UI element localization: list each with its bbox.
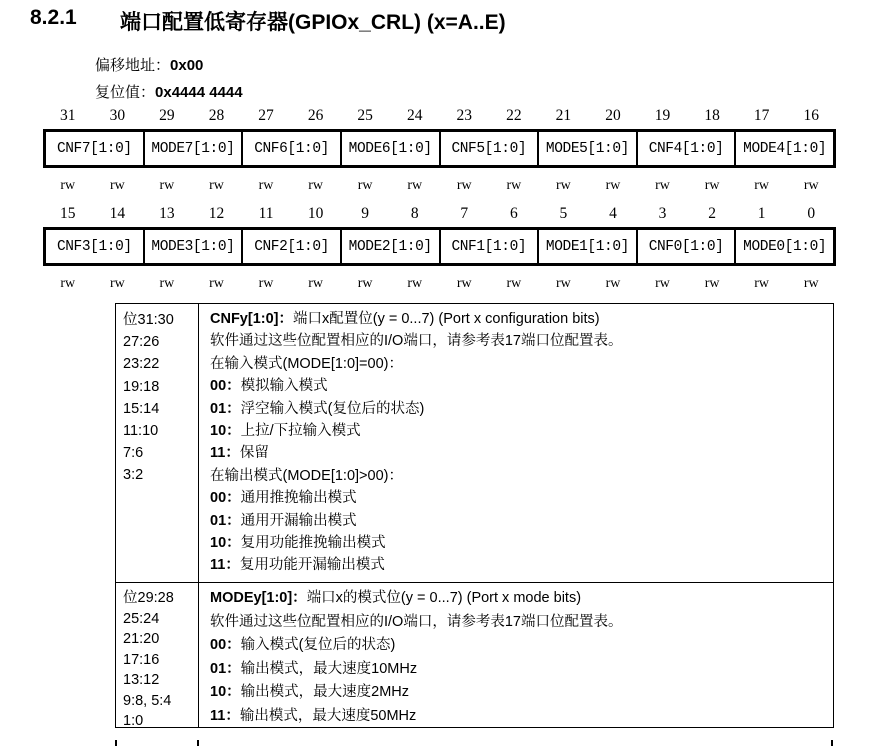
access-type: rw	[456, 178, 472, 193]
bit-range: 13:12	[123, 672, 160, 688]
bit-description-table	[115, 303, 834, 728]
bit-numbers-row	[43, 107, 836, 126]
description-line	[210, 420, 825, 442]
next-row-border-stub	[197, 740, 199, 746]
bit-number: 3	[658, 205, 667, 222]
bit-value: 00：	[210, 378, 241, 395]
description-line	[210, 465, 825, 487]
bit-range: 位31:30	[123, 312, 174, 328]
bit-number: 14	[109, 205, 126, 222]
description-text: 复用功能推挽输出模式	[240, 535, 386, 552]
description-text: 在输出模式(MODE[1:0]>00)：	[210, 467, 403, 484]
bit-value: 10：	[210, 535, 241, 552]
bit-number: 0	[807, 205, 816, 222]
description-text: 输入模式(复位后的状态)	[240, 637, 396, 653]
access-row	[43, 276, 836, 292]
bit-field-cell: MODE0[1:0]	[743, 238, 827, 255]
description-line	[210, 353, 825, 375]
bit-range: 7:6	[123, 445, 144, 462]
description-line	[210, 658, 825, 682]
access-type: rw	[308, 178, 323, 193]
access-type: rw	[803, 276, 819, 291]
bit-value: 00：	[210, 490, 241, 507]
access-type: rw	[655, 276, 670, 291]
access-type: rw	[605, 276, 621, 291]
bit-range: 17:16	[123, 651, 160, 668]
bit-number: 7	[460, 205, 469, 222]
bit-field-cell: CNF2[1:0]	[243, 230, 342, 263]
offset-address-label: 偏移地址：	[95, 57, 171, 74]
description-text: 模拟输入模式	[240, 378, 328, 395]
field-title-line	[210, 587, 825, 611]
description-text: 复用功能开漏输出模式	[239, 557, 385, 574]
offset-address-value: 0x00	[170, 57, 204, 74]
access-type: rw	[506, 276, 522, 291]
reset-value-line	[95, 81, 243, 102]
access-type: rw	[407, 276, 423, 291]
bit-number: 30	[109, 107, 126, 124]
bit-field-cell: CNF1[1:0]	[441, 230, 540, 263]
bit-range-cell	[116, 304, 199, 582]
access-type: rw	[506, 178, 522, 193]
register-diagram-bits-15-0	[43, 205, 836, 292]
access-type: rw	[357, 276, 373, 291]
description-line	[210, 510, 825, 532]
reset-value-label: 复位值：	[95, 84, 156, 101]
bit-value: 01：	[210, 512, 241, 529]
description-line	[210, 554, 825, 576]
bit-value: 10：	[210, 423, 241, 440]
access-type: rw	[60, 276, 76, 291]
bit-number: 4	[609, 205, 617, 222]
bit-range: 27:26	[123, 334, 160, 351]
bit-number: 17	[753, 107, 770, 124]
bit-field-cell: MODE7[1:0]	[145, 132, 244, 165]
access-type: rw	[258, 276, 274, 291]
description-text: 通用开漏输出模式	[240, 512, 357, 529]
description-line	[210, 532, 825, 554]
field-description-cell	[199, 304, 833, 582]
bit-value: 11：	[210, 445, 240, 462]
description-text: 输出模式，最大速度10MHz	[240, 660, 418, 677]
access-type: rw	[357, 178, 373, 193]
bit-number: 27	[258, 107, 274, 124]
description-text: 通用推挽输出模式	[240, 490, 357, 507]
description-line	[210, 634, 825, 658]
access-type: rw	[209, 178, 224, 193]
bit-field-cell: MODE3[1:0]	[145, 230, 244, 263]
reset-value: 0x4444 4444	[155, 84, 243, 101]
bit-number: 25	[357, 107, 373, 124]
description-line	[210, 375, 825, 397]
description-line	[210, 442, 825, 464]
bit-number: 21	[555, 107, 572, 124]
offset-address-line	[95, 54, 203, 75]
bit-number: 15	[60, 205, 76, 222]
bit-number: 5	[559, 205, 568, 222]
access-type: rw	[556, 276, 571, 291]
bit-number: 12	[208, 205, 225, 222]
description-row	[116, 304, 833, 582]
next-row-border-stub	[831, 740, 833, 746]
bit-range: 11:10	[123, 423, 159, 440]
bit-field-cell: MODE6[1:0]	[342, 132, 441, 165]
access-type: rw	[803, 178, 819, 193]
access-type: rw	[209, 276, 224, 291]
bit-number: 9	[361, 205, 370, 222]
description-text: 在输入模式(MODE[1:0]=00)：	[210, 355, 403, 372]
description-line	[210, 487, 825, 509]
access-type: rw	[556, 178, 571, 193]
bit-field-cell: CNF7[1:0]	[46, 132, 145, 165]
bit-number: 22	[506, 107, 522, 124]
field-title: 端口x配置位(y = 0...7) (Port x configuration bits)	[292, 311, 600, 327]
bit-field-cell: MODE4[1:0]	[743, 140, 827, 157]
section-title	[30, 6, 506, 36]
access-type: rw	[308, 276, 323, 291]
description-line	[210, 611, 825, 635]
bit-number: 26	[307, 107, 324, 124]
bit-value: 11：	[210, 557, 240, 574]
bit-field-cell: CNF4[1:0]	[638, 132, 737, 165]
section-number: 8.2.1	[30, 6, 77, 29]
access-type: rw	[60, 178, 76, 193]
access-type: rw	[109, 276, 125, 291]
bit-field-cell: CNF3[1:0]	[46, 230, 145, 263]
bit-number: 6	[509, 205, 518, 222]
bit-fields-row	[43, 227, 836, 266]
description-line	[210, 681, 825, 705]
bit-number: 29	[159, 107, 175, 124]
bit-range: 3:2	[123, 467, 144, 484]
bit-number: 16	[803, 107, 819, 124]
bit-number: 10	[307, 205, 324, 222]
bit-value: 01：	[210, 400, 241, 417]
description-text: 输出模式，最大速度50MHz	[239, 707, 417, 724]
description-line	[210, 330, 825, 352]
bit-number: 24	[406, 107, 423, 124]
bit-number: 8	[410, 205, 419, 222]
bit-range: 19:18	[123, 378, 160, 395]
bit-numbers-row	[43, 205, 836, 224]
access-type: rw	[159, 276, 175, 291]
bit-number: 2	[708, 205, 716, 222]
access-type: rw	[704, 276, 720, 291]
bit-range: 21:20	[123, 631, 160, 647]
bit-value: 00：	[210, 637, 241, 653]
access-type: rw	[258, 178, 274, 193]
access-type: rw	[655, 178, 670, 193]
description-text: 软件通过这些位配置相应的I/O端口，请参考表17端口位配置表。	[210, 613, 623, 630]
bit-field-cell: MODE1[1:0]	[539, 230, 638, 263]
access-type: rw	[704, 178, 720, 193]
bit-range: 23:22	[123, 356, 160, 373]
access-type: rw	[754, 276, 770, 291]
field-name: MODEy[1:0]：	[210, 590, 307, 606]
description-text: 软件通过这些位配置相应的I/O端口，请参考表17端口位配置表。	[210, 333, 623, 350]
bit-number: 1	[757, 205, 766, 222]
description-text: 浮空输入模式(复位后的状态)	[240, 400, 425, 417]
access-type: rw	[754, 178, 770, 193]
bit-value: 11：	[210, 707, 240, 724]
register-diagram-bits-31-16	[43, 107, 836, 194]
bit-value: 01：	[210, 660, 241, 677]
bit-number: 13	[159, 205, 175, 222]
field-description-cell	[199, 583, 833, 727]
description-text: 上拉/下拉输入模式	[240, 423, 361, 440]
bit-number: 28	[208, 107, 225, 124]
next-row-border-stub	[115, 740, 117, 746]
bit-number: 19	[654, 107, 671, 124]
description-text: 输出模式，最大速度2MHz	[240, 684, 410, 700]
bit-number: 23	[456, 107, 473, 124]
access-type: rw	[159, 178, 175, 193]
bit-field-cell: MODE2[1:0]	[342, 230, 441, 263]
description-line	[210, 705, 825, 728]
bit-field-cell: CNF6[1:0]	[243, 132, 342, 165]
access-type: rw	[605, 178, 621, 193]
bit-range: 25:24	[123, 610, 160, 627]
bit-number: 31	[60, 107, 76, 124]
field-name: CNFy[1:0]：	[210, 311, 293, 327]
description-line	[210, 398, 825, 420]
bit-range: 9:8, 5:4	[123, 692, 172, 709]
bit-number: 20	[605, 107, 621, 124]
access-type: rw	[407, 178, 423, 193]
access-type: rw	[456, 276, 472, 291]
field-title: 端口x的模式位(y = 0...7) (Port x mode bits)	[306, 590, 582, 606]
bit-field-cell: CNF5[1:0]	[441, 132, 540, 165]
bit-number: 18	[704, 107, 720, 124]
section-title-text: 端口配置低寄存器(GPIOx_CRL) (x=A..E)	[120, 11, 506, 34]
bit-fields-row	[43, 129, 836, 168]
bit-range-cell	[116, 583, 199, 727]
access-row	[43, 178, 836, 194]
bit-value: 10：	[210, 684, 241, 700]
access-type: rw	[109, 178, 125, 193]
description-text: 保留	[239, 445, 269, 462]
bit-range: 1:0	[123, 713, 144, 727]
bit-range: 15:14	[123, 400, 160, 417]
bit-field-cell: CNF0[1:0]	[638, 230, 737, 263]
bit-range: 位29:28	[123, 590, 174, 606]
bit-number: 11	[258, 205, 274, 222]
bit-field-cell: MODE5[1:0]	[539, 132, 638, 165]
field-title-line	[210, 308, 825, 330]
description-row	[116, 582, 833, 727]
